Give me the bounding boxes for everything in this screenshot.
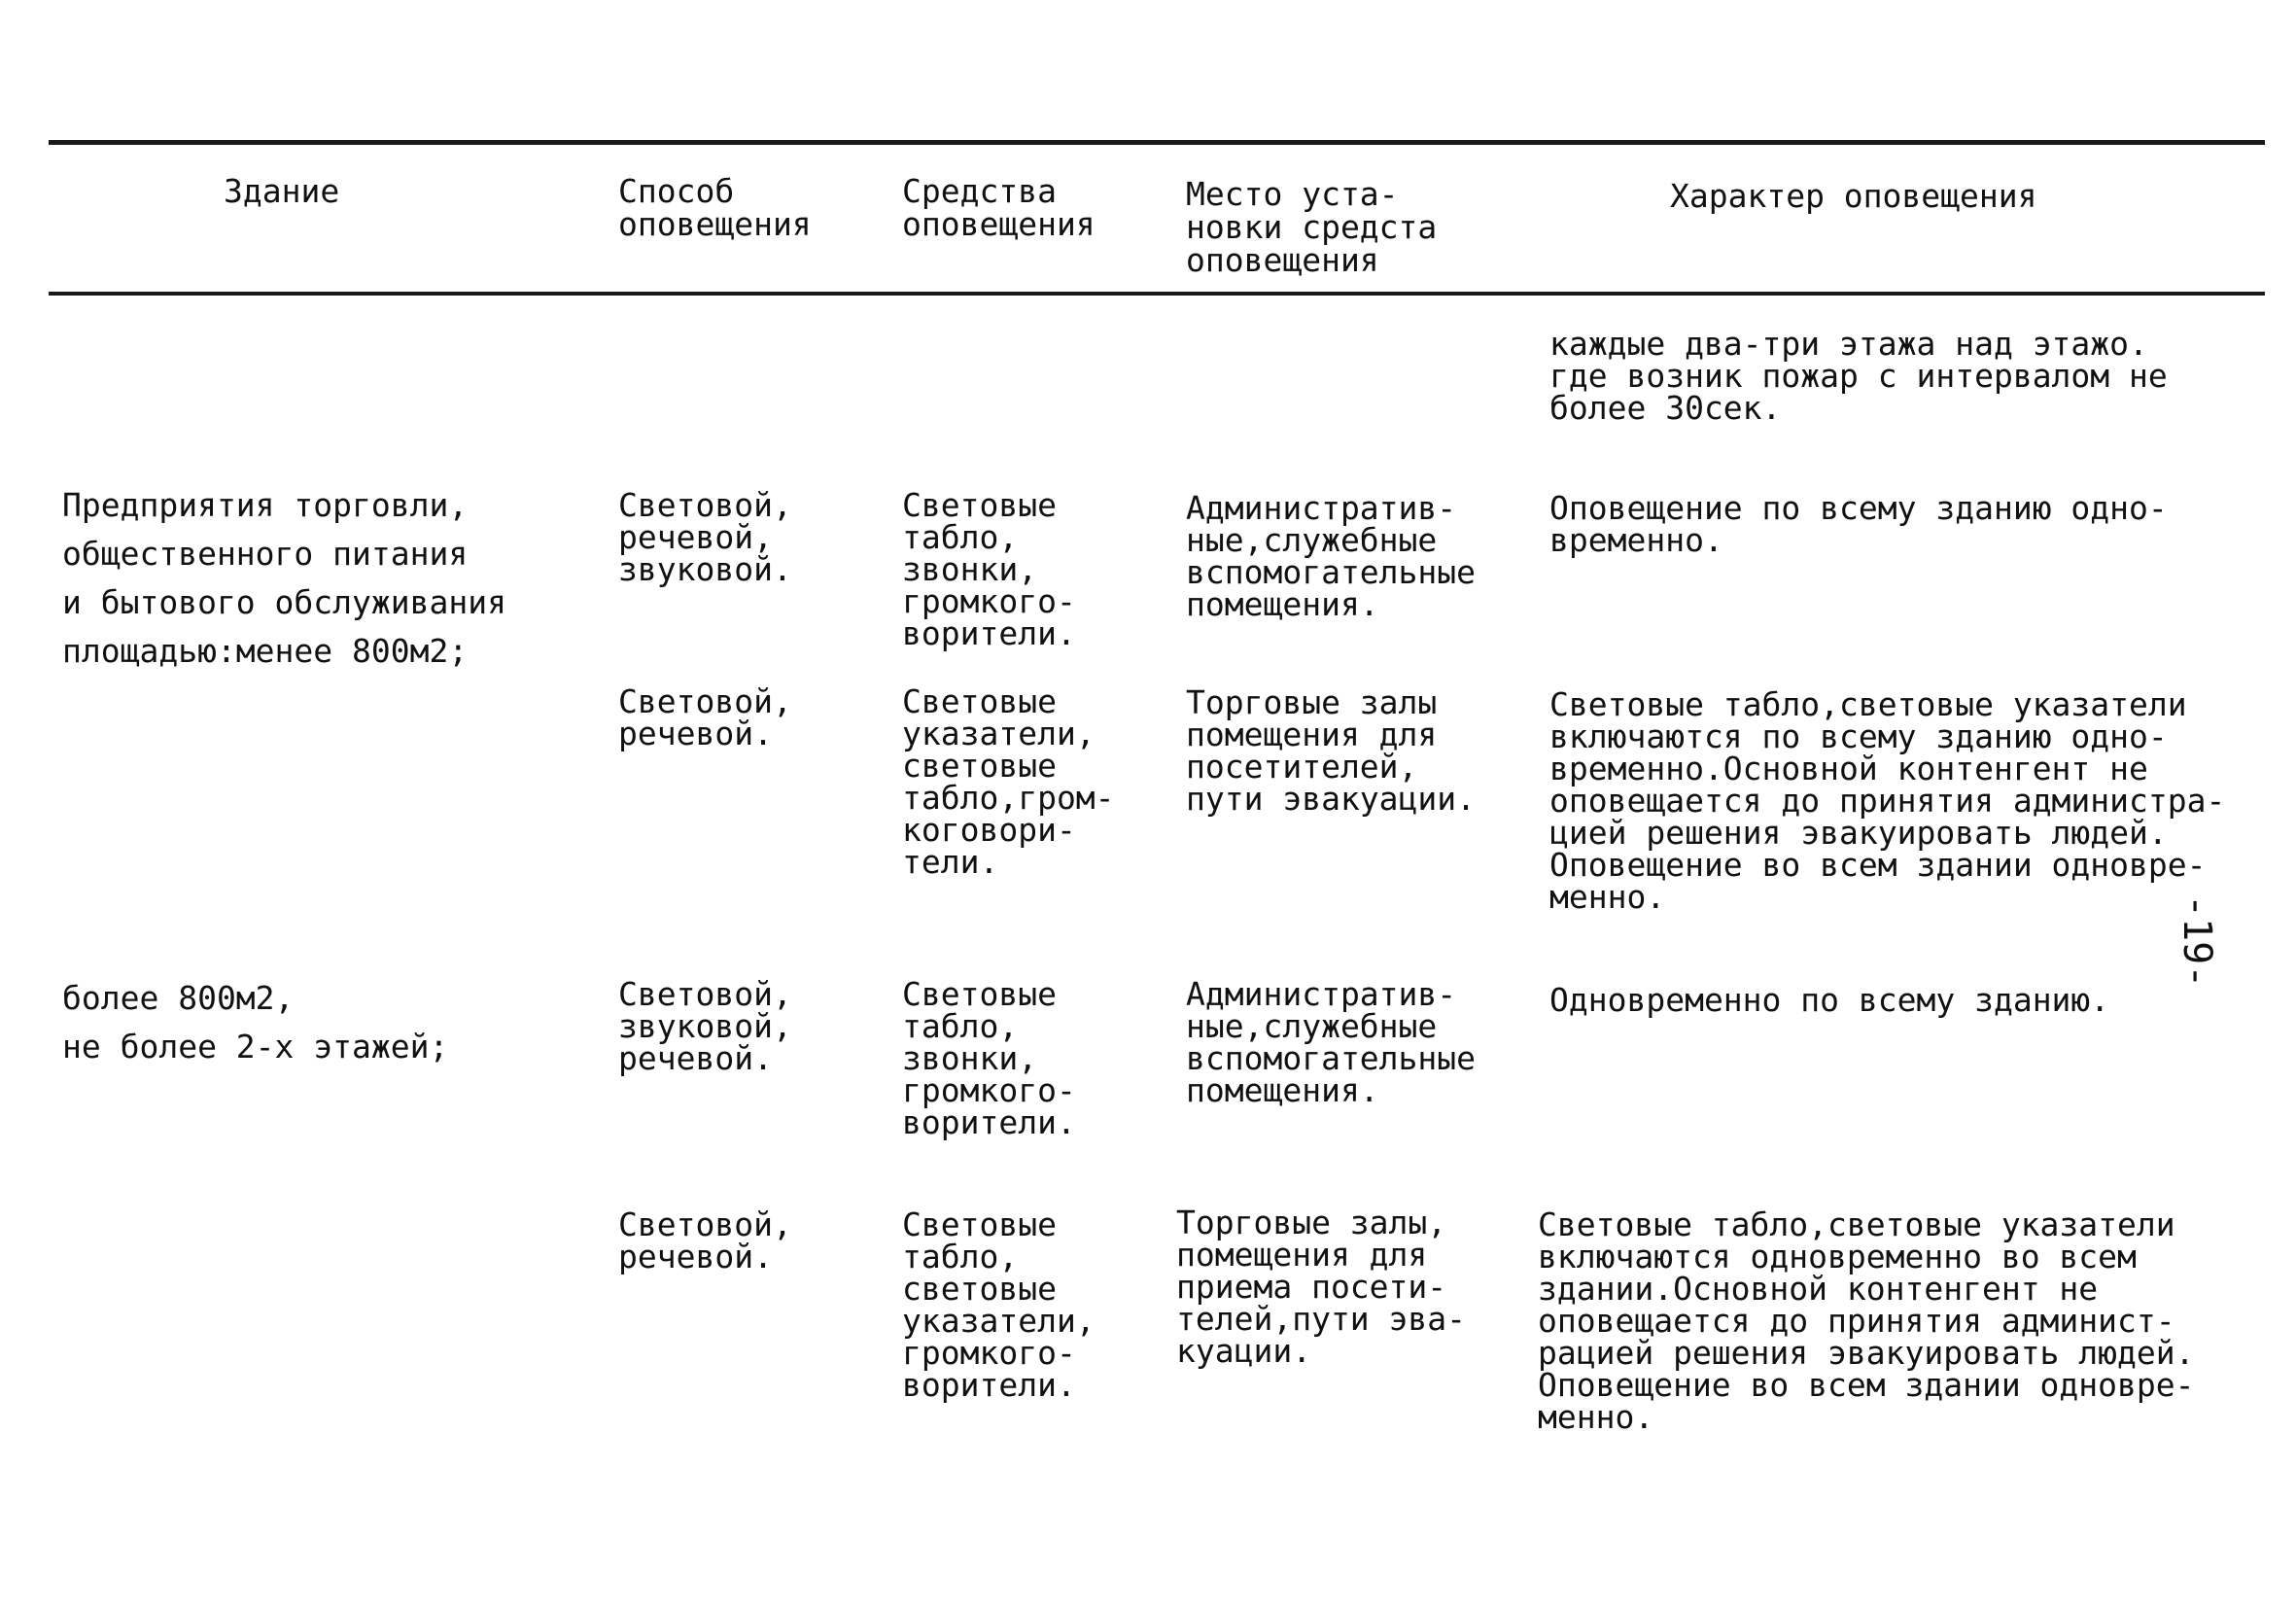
cell-method: Световой, речевой. (618, 1205, 792, 1275)
cell-character: Оповещение по всему зданию одно- временно. (1549, 489, 2168, 559)
cell-location: Торговые залы, помещения для приема посети- телей,пути эва- куации. (1176, 1204, 1467, 1370)
cell-character: Световые табло,световые указатели включаются по всему зданию одно- временно.Основной контенгент не оповещается до принятия администра- цией решения эвакуировать людей. Оповещение во всем здании одновре- менно. (1549, 685, 2226, 916)
header-rule (49, 292, 2265, 296)
cell-method: Световой, речевой, звуковой. (618, 486, 792, 588)
header-building: Здание (224, 172, 340, 210)
header-method: Способ оповещения (618, 172, 812, 243)
cell-method: Световой, речевой. (618, 682, 792, 752)
cell-location: Административ- ные,служебные вспомогательные помещения. (1186, 975, 1477, 1109)
header-means: Средства оповещения (902, 172, 1096, 243)
cell-method: Световой, звуковой, речевой. (618, 975, 792, 1077)
header-location: Место уста- новки средста оповещения (1186, 175, 1438, 279)
header-character: Характер оповещения (1670, 177, 2037, 215)
cell-means: Световые табло, звонки, громкого- ворители. (902, 486, 1076, 652)
page-number: -19- (2174, 894, 2219, 989)
top-rule (49, 140, 2265, 145)
cell-means: Световые указатели, световые табло,гром- коговори- тели. (902, 682, 1115, 881)
cell-building: более 800м2, не более 2-х этажей; (62, 979, 449, 1066)
cell-character: Одновременно по всему зданию. (1549, 981, 2110, 1019)
cell-location: Административ- ные,служебные вспомогательные помещения. (1186, 489, 1477, 623)
cell-location: Торговые залы помещения для посетителей, пути эвакуации. (1186, 683, 1477, 818)
cell-building: Предприятия торговли, общественного питания и бытового обслуживания площадью:менее 800м2; (62, 486, 506, 670)
cell-means: Световые табло, световые указатели, громкого- ворители. (902, 1205, 1096, 1404)
cell-means: Световые табло, звонки, громкого- ворители. (902, 975, 1076, 1141)
cell-character: Световые табло,световые указатели включаются одновременно во всем здании.Основной контенгент не оповещается до принятия админист- рацией решения эвакуировать людей. Оповещение во всем здании одновре- менно. (1538, 1205, 2195, 1436)
continuation-text: каждые два-три этажа над этажо. где возник пожар с интервалом не более 30сек. (1549, 325, 2168, 427)
